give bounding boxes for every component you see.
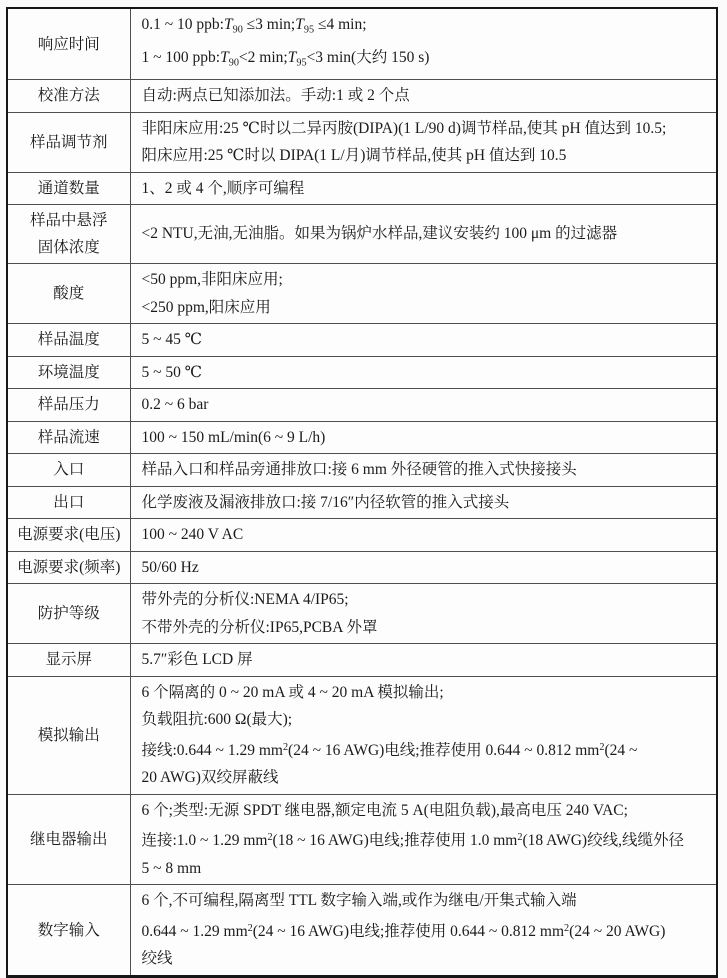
- spec-value-line: 5 ~ 50 ℃: [141, 363, 203, 381]
- spec-label: [7, 8, 130, 80]
- spec-value: [130, 112, 717, 172]
- spec-label: [7, 454, 130, 487]
- spec-value-line: 接线:0.644 ~ 1.29 $mm^2(24$ ~ 16 AWG)电线;推荐使用 0.644 ~ 0.812 $mm^2(24$ ~: [141, 741, 638, 759]
- spec-value-line: 非阳床应用:25 ℃时以二异丙胺(DIPA)(1 L/90 d)调节样品,使其 pH 值达到 10.5;: [141, 119, 667, 137]
- spec-value-line: 0.2 ~ 6 bar: [141, 396, 209, 414]
- table-row: [7, 172, 717, 205]
- spec-value-line: 1 ~ 100 $ppb:T_{90}<2$ $\min;T_{95}<3$ min(大约 150 s): [141, 49, 430, 69]
- table-row: [7, 885, 717, 977]
- spec-label-line: 防护等级: [37, 605, 100, 623]
- spec-label-line: 显示屏: [45, 651, 92, 669]
- table-row: [7, 644, 717, 677]
- spec-value: [130, 389, 717, 422]
- spec-value-line: 不带外壳的分析仪:IP65,PCBA 外罩: [141, 618, 378, 636]
- spec-label-line: 继电器输出: [29, 831, 108, 849]
- spec-value-line: 0.1 ~ 10 $ppb:T_{90} \le 3$ $\min;T_{95} \le 4$ min;: [141, 16, 367, 36]
- spec-label: [7, 584, 130, 644]
- spec-label: [7, 324, 130, 357]
- spec-label: [7, 676, 130, 794]
- spec-value-line: 化学废液及漏液排放口:接 7/16″内径软管的推入式接头: [141, 493, 510, 511]
- spec-label-line: 环境温度: [37, 363, 100, 381]
- spec-value: [130, 356, 717, 389]
- table-row: [7, 264, 717, 324]
- spec-label-line: 校准方法: [37, 87, 100, 105]
- spec-value-line: 5 ~ 45 ℃: [141, 331, 203, 349]
- spec-label: [7, 519, 130, 552]
- spec-value-line: <250 ppm,阳床应用: [141, 298, 271, 316]
- spec-value-line: 0.644 ~ 1.29 $mm^2(24$ ~ 16 AWG)电线;推荐使用 0.644 ~ 0.812 $mm^2(24$ ~ 20 AWG): [141, 922, 666, 940]
- spec-label-line: 电源要求(频率): [17, 558, 121, 576]
- spec-label-line: 样品中悬浮: [29, 212, 108, 230]
- spec-label-line: 数字输入: [37, 921, 100, 939]
- table-row: [7, 112, 717, 172]
- spec-value-line: 100 ~ 240 V AC: [141, 526, 244, 544]
- spec-label-line: 样品流速: [37, 428, 100, 446]
- spec-value: [130, 584, 717, 644]
- spec-label: [7, 885, 130, 977]
- spec-label: [7, 421, 130, 454]
- table-row: [7, 80, 717, 113]
- spec-value-line: 绞线: [141, 950, 173, 968]
- spec-label-line: 电源要求(电压): [17, 526, 121, 544]
- spec-value: [130, 421, 717, 454]
- spec-label: [7, 80, 130, 113]
- spec-value-line: 样品入口和样品旁通排放口:接 6 mm 外径硬管的推入式快接接头: [141, 461, 577, 479]
- spec-label-line: 出口: [53, 493, 85, 511]
- table-row: [7, 454, 717, 487]
- spec-label-line: 入口: [53, 461, 85, 479]
- spec-value-line: 6 个隔离的 0 ~ 20 mA 或 4 ~ 20 mA 模拟输出;: [141, 683, 444, 701]
- spec-value-line: 100 ~ 150 mL/min(6 ~ 9 L/h): [141, 428, 326, 446]
- spec-value: [130, 172, 717, 205]
- table-row: [7, 486, 717, 519]
- table-row: [7, 356, 717, 389]
- spec-label: [7, 389, 130, 422]
- spec-label-line: 样品调节剂: [29, 133, 108, 151]
- spec-value-line: 6 个,不可编程,隔离型 TTL 数字输入端,或作为继电/开集式输入端: [141, 892, 577, 910]
- spec-value: [130, 8, 717, 80]
- spec-value-line: 50/60 Hz: [141, 558, 199, 576]
- spec-value-line: <2 NTU,无油,无油脂。如果为锅炉水样品,建议安装约 100 μm 的过滤器: [141, 225, 618, 243]
- spec-value: [130, 676, 717, 794]
- table-row: [7, 8, 717, 80]
- spec-label-line: 固体浓度: [37, 239, 100, 257]
- table-row: [7, 324, 717, 357]
- spec-value-line: 阳床应用:25 ℃时以 DIPA(1 L/月)调节样品,使其 pH 值达到 10.5: [141, 147, 567, 165]
- spec-value-line: 5.7″彩色 LCD 屏: [141, 651, 253, 669]
- spec-table: [6, 7, 718, 978]
- table-row: [7, 676, 717, 794]
- spec-label-line: 通道数量: [37, 179, 100, 197]
- spec-value-line: 1、2 或 4 个,顺序可编程: [141, 179, 305, 197]
- table-row: [7, 389, 717, 422]
- spec-value-line: 6 个;类型:无源 SPDT 继电器,额定电流 5 A(电阻负载),最高电压 240 VAC;: [141, 801, 628, 819]
- spec-value: [130, 454, 717, 487]
- spec-value-line: 连接:1.0 ~ 1.29 $mm^2(18$ ~ 16 AWG)电线;推荐使用 1.0 $mm^2(18$ AWG)绞线,线缆外径: [141, 832, 684, 850]
- spec-label: [7, 205, 130, 264]
- spec-value: [130, 885, 717, 977]
- spec-label-line: 响应时间: [37, 35, 100, 53]
- table-row: [7, 205, 717, 264]
- spec-label: [7, 112, 130, 172]
- spec-value-line: 带外壳的分析仪:NEMA 4/IP65;: [141, 591, 349, 609]
- spec-value: [130, 205, 717, 264]
- spec-value-line: 自动:两点已知添加法。手动:1 或 2 个点: [141, 87, 410, 105]
- spec-value: [130, 794, 717, 885]
- spec-value: [130, 80, 717, 113]
- table-row: [7, 794, 717, 885]
- spec-label-line: 模拟输出: [37, 726, 100, 744]
- spec-value: [130, 486, 717, 519]
- spec-value-line: <50 ppm,非阳床应用;: [141, 271, 283, 289]
- spec-table-body: [7, 8, 717, 976]
- spec-value-line: 负载阻抗:600 Ω(最大);: [141, 711, 293, 729]
- spec-value: [130, 324, 717, 357]
- spec-label: [7, 794, 130, 885]
- spec-label-line: 样品压力: [37, 396, 100, 414]
- spec-value-line: 5 ~ 8 mm: [141, 859, 202, 877]
- table-row: [7, 421, 717, 454]
- table-row: [7, 519, 717, 552]
- spec-label: [7, 486, 130, 519]
- spec-label: [7, 551, 130, 584]
- spec-label: [7, 644, 130, 677]
- spec-label-line: 样品温度: [37, 331, 100, 349]
- spec-label-line: 酸度: [53, 285, 85, 303]
- spec-value: [130, 644, 717, 677]
- table-row: [7, 584, 717, 644]
- spec-label: [7, 172, 130, 205]
- spec-value: [130, 519, 717, 552]
- spec-value: [130, 551, 717, 584]
- spec-label: [7, 264, 130, 324]
- spec-label: [7, 356, 130, 389]
- table-row: [7, 551, 717, 584]
- spec-value-line: 20 AWG)双绞屏蔽线: [141, 769, 279, 787]
- spec-value: [130, 264, 717, 324]
